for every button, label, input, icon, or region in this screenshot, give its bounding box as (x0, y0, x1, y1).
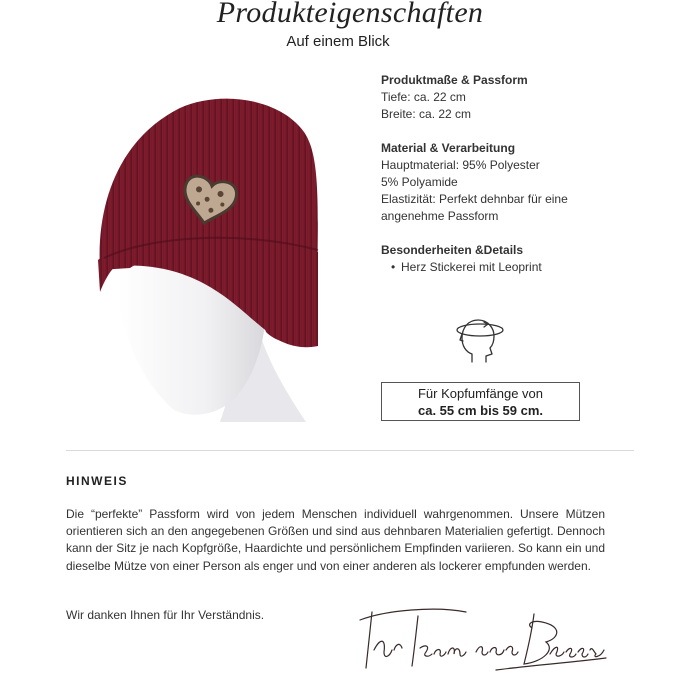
signature (356, 600, 616, 680)
product-specs (381, 72, 681, 293)
spec-dimensions (381, 72, 681, 123)
spec-line: Breite: ca. 22 cm (381, 107, 472, 121)
list-item: • Herz Stickerei mit Leoprint (401, 259, 681, 276)
page-subtitle: Auf einem Blick (286, 33, 390, 50)
size-info-label: Für Kopfumfänge von (417, 386, 544, 401)
size-info-box (381, 382, 580, 421)
notice-heading: HINWEIS (66, 474, 128, 488)
spec-heading: Material & Verarbeitung (381, 141, 516, 155)
product-image (90, 92, 326, 428)
spec-heading: Produktmaße & Passform (381, 73, 528, 87)
spec-details (381, 242, 681, 276)
spec-line: Hauptmaterial: 95% Polyester (381, 158, 540, 172)
details-list (381, 259, 681, 276)
spec-line: Tiefe: ca. 22 cm (381, 90, 466, 104)
head-measure-icon (452, 310, 508, 366)
spec-line: angenehme Passform (381, 209, 499, 223)
spec-line: 5% Polyamide (381, 175, 458, 189)
spec-material (381, 140, 681, 225)
spec-heading: Besonderheiten &Details (381, 243, 524, 257)
section-divider (66, 450, 634, 451)
page-title: Produkteigenschaften (216, 0, 484, 29)
size-info-range: ca. 55 cm bis 59 cm. (417, 403, 544, 418)
spec-line: Elastizität: Perfekt dehnbar für eine (381, 192, 568, 206)
thanks-text: Wir danken Ihnen für Ihr Verständnis. (66, 608, 265, 622)
notice-paragraph: Die “perfekte” Passform wird von jedem Menschen individuell wahrgenommen. Unsere Mützen orientieren sich an den angegebenen Größen und sind aus dehnbaren Materialien gefertigt. Dennoch kann der Sitz je nach Kopfgröße, Haardichte und persönlichem Empfinden variieren. So kann ein und dieselbe Mütze von einer Person als enger und von einer anderen als lockerer empfunden werden. (66, 507, 605, 573)
